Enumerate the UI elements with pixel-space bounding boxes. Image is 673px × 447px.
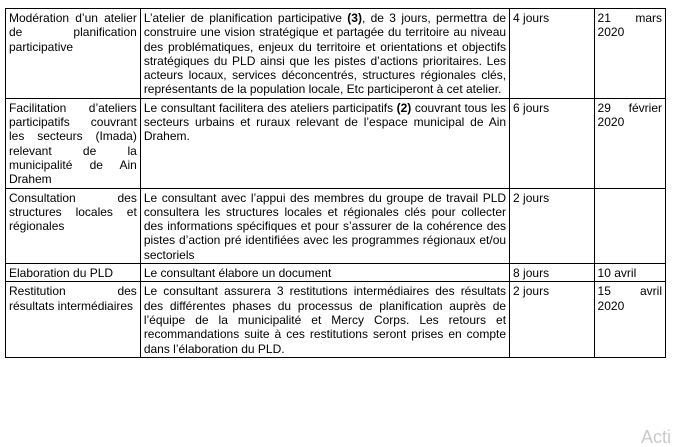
description-text: Le consultant élabore un document xyxy=(143,266,332,281)
date-cell: 29 février 2020 xyxy=(594,98,665,188)
duration-cell: 2 jours xyxy=(510,282,595,357)
activity-cell: Restitution des résultats intermédiaires xyxy=(6,282,141,357)
activity-cell: Consultation des structures locales et régionales xyxy=(6,188,141,263)
table-row xyxy=(6,282,666,357)
table-row xyxy=(6,264,666,282)
description-bold: (2) xyxy=(396,100,412,115)
duration-cell: 6 jours xyxy=(510,98,595,188)
date-cell: 10 avril xyxy=(594,264,665,282)
description-cell xyxy=(140,188,509,263)
description-cell xyxy=(140,98,509,188)
duration-cell: 8 jours xyxy=(510,264,595,282)
description-text: Le consultant avec l’appui des membres du groupe de travail PLD consultera les structures locales et régionales clés pour collecter des informations spécifiques et pour s’assurer de la cohérence des pistes d’action pré identifiées avec les programmes régionaux et/ou sectoriels xyxy=(143,190,507,262)
activity-cell: Modération d’un atelier de planification participative xyxy=(6,9,141,99)
description-text: Le consultant facilitera des ateliers participatifs xyxy=(143,100,397,115)
duration-cell: 4 jours xyxy=(510,9,595,99)
date-cell: 21 mars 2020 xyxy=(594,9,665,99)
date-cell xyxy=(594,188,665,263)
description-text: Le consultant assurera 3 restitutions intermédiaires des résultats des différentes phases du processus de planification auprès de l’équipe de la municipalité et Mercy Corps. Les retours et recommandations suite à ces restitutions seront prises en compte dans l’élaboration du PLD. xyxy=(143,284,507,356)
date-cell: 15 avril 2020 xyxy=(594,282,665,357)
duration-cell: 2 jours xyxy=(510,188,595,263)
description-cell xyxy=(140,9,509,99)
description-cell xyxy=(140,264,509,282)
description-text: L’atelier de planification participative xyxy=(143,11,348,25)
description-bold: (3) xyxy=(347,11,362,25)
table-row xyxy=(6,9,666,99)
table-row xyxy=(6,188,666,263)
table-row xyxy=(6,98,666,188)
activation-watermark: Acti xyxy=(640,426,671,447)
description-cell xyxy=(140,282,509,357)
activity-cell: Facilitation d’ateliers participatifs couvrant les secteurs (Imada) relevant de la municipalité de Ain Drahem xyxy=(6,98,141,188)
activity-table xyxy=(5,8,666,358)
description-text: , de 3 jours, permettra de construire une vision stratégique et partagée du territoire au niveau des problématiques, enjeux du territoire et orientations et objectifs stratégiques du PLD ainsi que les pistes d’actions prioritaires. Les acteurs locaux, services déconcentrés, structures régionales clés, représentants de la population locale, Etc participeront à cet atelier. xyxy=(143,11,507,97)
activity-cell: Elaboration du PLD xyxy=(6,264,141,282)
description-text: couvrant tous les secteurs urbains et ruraux relevant de l’espace municipal de Ain Drahem. xyxy=(143,100,507,144)
